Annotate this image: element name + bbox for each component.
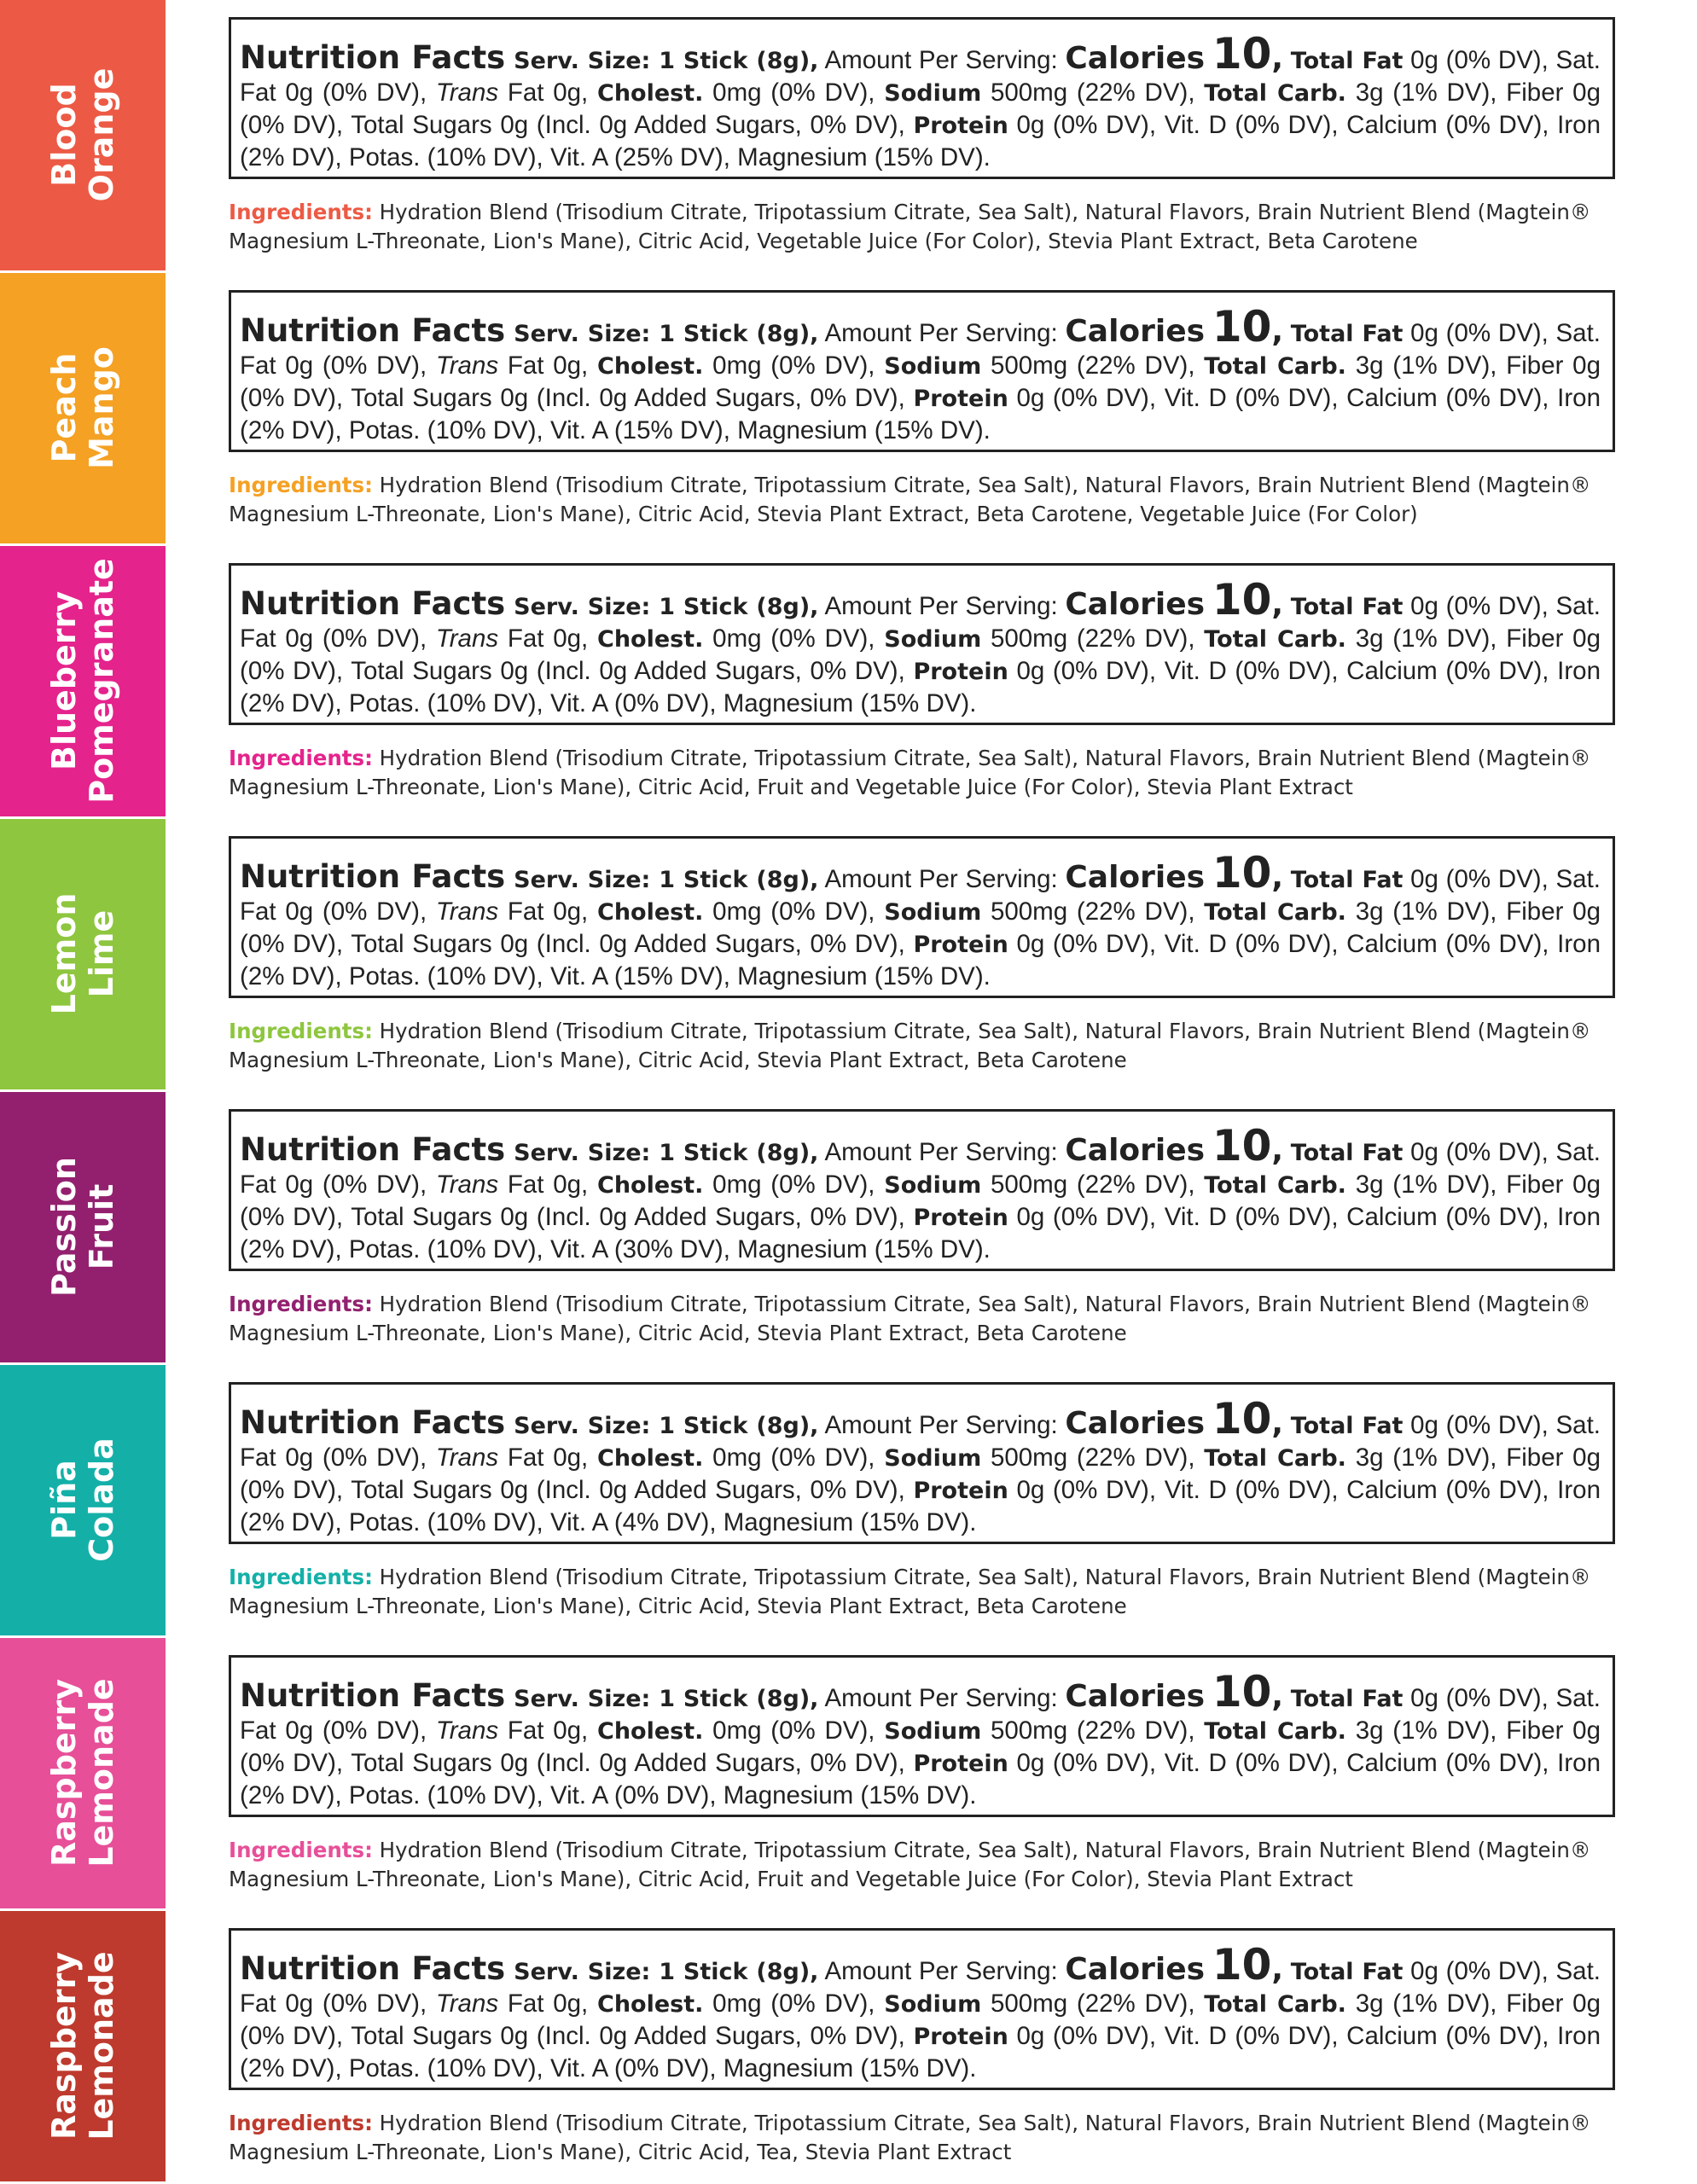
- serving-size: Serv. Size: 1 Stick (8g),: [514, 1140, 819, 1166]
- cholesterol-value: 0mg (0% DV),: [703, 1443, 885, 1472]
- flavor-name-line2: Mango: [83, 346, 120, 469]
- amount-per-serving: Amount Per Serving:: [818, 46, 1066, 74]
- trans-fat-value: Fat 0g,: [498, 897, 598, 926]
- total-carb-value: 3g (1% DV), Fiber 0g (0% DV), Total Sugars 0g (Incl. 0g Added Sugars, 0% DV),: [240, 1170, 1601, 1231]
- nutrition-facts-text: [240, 1667, 1601, 1811]
- trans-fat-value: Fat 0g,: [498, 624, 598, 653]
- ingredients-list: Hydration Blend (Trisodium Citrate, Tripotassium Citrate, Sea Salt), Natural Flavors, Brain Nutrient Blend (Magtein® Magnesium L-Threonate, Lion's Mane), Citric Acid, Vegetable Juice (For Color), Stevia Plant Extract, Beta Carotene: [229, 200, 1591, 253]
- protein-value: 0g (0% DV), Vit. D (0% DV), Calcium (0% DV), Iron (2% DV), Potas. (10% DV),: [240, 657, 1601, 717]
- flavor-section: [0, 546, 1697, 819]
- flavor-tab: [0, 546, 166, 816]
- calories-value: 10: [1212, 1940, 1272, 1989]
- amount-per-serving: Amount Per Serving:: [818, 1411, 1066, 1439]
- flavor-section: [0, 1911, 1697, 2184]
- total-fat-value: 0g (0% DV), Sat. Fat 0g (0% DV),: [240, 1411, 1601, 1472]
- trans-fat-value: Fat 0g,: [498, 1170, 598, 1199]
- total-carb-label: Total Carb.: [1204, 1172, 1346, 1199]
- vitamin-a-magnesium: Vit. A (15% DV), Magnesium (15% DV).: [549, 962, 991, 990]
- protein-value: 0g (0% DV), Vit. D (0% DV), Calcium (0% DV), Iron (2% DV), Potas. (10% DV),: [240, 1203, 1601, 1263]
- sodium-value: 500mg (22% DV),: [981, 1443, 1205, 1472]
- cholesterol-value: 0mg (0% DV),: [703, 897, 885, 926]
- total-carb-value: 3g (1% DV), Fiber 0g (0% DV), Total Sugars 0g (Incl. 0g Added Sugars, 0% DV),: [240, 624, 1601, 685]
- calories-label: Calories: [1065, 1133, 1206, 1168]
- ingredients-label: Ingredients:: [229, 473, 373, 497]
- flavor-name: [45, 1951, 120, 2140]
- flavor-tab: [0, 1365, 166, 1635]
- total-fat-label: Total Fat: [1290, 1413, 1404, 1439]
- calories-label: Calories: [1065, 1406, 1206, 1441]
- trans-fat-label: Trans: [435, 1170, 499, 1199]
- flavor-name-line2: Pomegranate: [83, 558, 120, 804]
- nutrition-facts-text: [240, 848, 1601, 992]
- trans-fat-value: Fat 0g,: [498, 1716, 598, 1745]
- nutrition-facts-heading: Nutrition Facts: [240, 1131, 506, 1168]
- sodium-value: 500mg (22% DV),: [981, 1170, 1205, 1199]
- calories-label: Calories: [1065, 314, 1206, 349]
- flavor-tab: [0, 273, 166, 543]
- vitamin-a-magnesium: Vit. A (4% DV), Magnesium (15% DV).: [549, 1508, 977, 1536]
- trans-fat-label: Trans: [435, 78, 499, 107]
- flavor-name-line1: Peach: [45, 352, 83, 463]
- serving-size: Serv. Size: 1 Stick (8g),: [514, 48, 819, 74]
- total-carb-label: Total Carb.: [1204, 1445, 1346, 1472]
- amount-per-serving: Amount Per Serving:: [818, 1138, 1066, 1166]
- protein-value: 0g (0% DV), Vit. D (0% DV), Calcium (0% DV), Iron (2% DV), Potas. (10% DV),: [240, 1476, 1601, 1536]
- ingredients-text: [229, 1290, 1619, 1348]
- cholesterol-label: Cholest.: [597, 626, 704, 653]
- ingredients-label: Ingredients:: [229, 1292, 373, 1316]
- cholesterol-value: 0mg (0% DV),: [703, 78, 885, 107]
- flavor-name: [45, 1678, 120, 1867]
- flavor-name: [45, 893, 120, 1015]
- flavor-name-line1: Piña: [45, 1460, 83, 1540]
- cholesterol-label: Cholest.: [597, 80, 704, 107]
- nutrition-facts-panel: [229, 290, 1615, 452]
- protein-label: Protein: [913, 2024, 1008, 2050]
- ingredients-list: Hydration Blend (Trisodium Citrate, Tripotassium Citrate, Sea Salt), Natural Flavors, Brain Nutrient Blend (Magtein® Magnesium L-Threonate, Lion's Mane), Citric Acid, Stevia Plant Extract, Beta Carotene: [229, 1019, 1591, 1072]
- ingredients-text: [229, 198, 1619, 256]
- flavor-name: [45, 1438, 120, 1562]
- sodium-value: 500mg (22% DV),: [981, 78, 1205, 107]
- serving-size: Serv. Size: 1 Stick (8g),: [514, 1686, 819, 1712]
- flavor-name: [45, 558, 120, 804]
- calories-value: 10: [1212, 302, 1272, 351]
- trans-fat-value: Fat 0g,: [498, 78, 598, 107]
- protein-label: Protein: [913, 113, 1008, 139]
- sodium-value: 500mg (22% DV),: [981, 897, 1205, 926]
- total-fat-label: Total Fat: [1290, 1959, 1404, 1985]
- serving-size: Serv. Size: 1 Stick (8g),: [514, 867, 819, 893]
- nutrition-facts-text: [240, 1940, 1601, 2084]
- nutrition-facts-text: [240, 1394, 1601, 1538]
- flavor-name-line1: Raspberry: [45, 1679, 83, 1867]
- serving-size: Serv. Size: 1 Stick (8g),: [514, 321, 819, 347]
- protein-value: 0g (0% DV), Vit. D (0% DV), Calcium (0% DV), Iron (2% DV), Potas. (10% DV),: [240, 111, 1601, 171]
- nutrition-facts-heading: Nutrition Facts: [240, 858, 506, 895]
- sodium-label: Sodium: [884, 353, 982, 380]
- calories-value: 10: [1212, 575, 1272, 624]
- calories-comma: ,: [1271, 314, 1284, 349]
- nutrition-facts-panel: [229, 1928, 1615, 2090]
- flavor-name-line2: Orange: [83, 67, 120, 202]
- calories-value: 10: [1212, 1121, 1272, 1170]
- ingredients-text: [229, 1563, 1619, 1621]
- sodium-value: 500mg (22% DV),: [981, 1716, 1205, 1745]
- nutrition-facts-text: [240, 302, 1601, 446]
- total-carb-label: Total Carb.: [1204, 353, 1346, 380]
- total-fat-value: 0g (0% DV), Sat. Fat 0g (0% DV),: [240, 46, 1601, 107]
- total-fat-value: 0g (0% DV), Sat. Fat 0g (0% DV),: [240, 1957, 1601, 2018]
- total-carb-label: Total Carb.: [1204, 899, 1346, 926]
- flavor-name-line1: Blueberry: [45, 590, 83, 771]
- flavor-name-line2: Lemonade: [83, 1951, 120, 2140]
- flavor-name-line1: Raspberry: [45, 1952, 83, 2140]
- calories-value: 10: [1212, 29, 1272, 78]
- total-fat-value: 0g (0% DV), Sat. Fat 0g (0% DV),: [240, 865, 1601, 926]
- trans-fat-label: Trans: [435, 1443, 499, 1472]
- ingredients-text: [229, 744, 1619, 802]
- sodium-label: Sodium: [884, 899, 982, 926]
- sodium-label: Sodium: [884, 626, 982, 653]
- calories-comma: ,: [1271, 860, 1284, 895]
- trans-fat-value: Fat 0g,: [498, 1443, 598, 1472]
- total-carb-value: 3g (1% DV), Fiber 0g (0% DV), Total Sugars 0g (Incl. 0g Added Sugars, 0% DV),: [240, 78, 1601, 139]
- amount-per-serving: Amount Per Serving:: [818, 319, 1066, 347]
- trans-fat-label: Trans: [435, 624, 499, 653]
- trans-fat-value: Fat 0g,: [498, 351, 598, 380]
- sodium-label: Sodium: [884, 80, 982, 107]
- nutrition-facts-panel: [229, 563, 1615, 725]
- protein-label: Protein: [913, 659, 1008, 685]
- total-carb-label: Total Carb.: [1204, 626, 1346, 653]
- nutrition-facts-text: [240, 29, 1601, 173]
- nutrition-facts-text: [240, 575, 1601, 719]
- calories-comma: ,: [1271, 1952, 1284, 1987]
- total-fat-label: Total Fat: [1290, 867, 1404, 893]
- flavor-name-line1: Lemon: [45, 892, 83, 1015]
- protein-label: Protein: [913, 1205, 1008, 1231]
- trans-fat-label: Trans: [435, 1989, 499, 2018]
- protein-value: 0g (0% DV), Vit. D (0% DV), Calcium (0% DV), Iron (2% DV), Potas. (10% DV),: [240, 930, 1601, 990]
- ingredients-list: Hydration Blend (Trisodium Citrate, Tripotassium Citrate, Sea Salt), Natural Flavors, Brain Nutrient Blend (Magtein® Magnesium L-Threonate, Lion's Mane), Citric Acid, Stevia Plant Extract, Beta Carotene, Vegetable Juice (For Color): [229, 473, 1591, 526]
- total-fat-value: 0g (0% DV), Sat. Fat 0g (0% DV),: [240, 319, 1601, 380]
- flavor-tab: [0, 1638, 166, 1908]
- protein-label: Protein: [913, 386, 1008, 412]
- cholesterol-value: 0mg (0% DV),: [703, 1716, 885, 1745]
- total-carb-label: Total Carb.: [1204, 80, 1346, 107]
- vitamin-a-magnesium: Vit. A (15% DV), Magnesium (15% DV).: [549, 416, 991, 444]
- ingredients-text: [229, 1017, 1619, 1075]
- flavor-name: [45, 1157, 120, 1297]
- nutrition-facts-heading: Nutrition Facts: [240, 1677, 506, 1714]
- calories-value: 10: [1212, 848, 1272, 897]
- protein-label: Protein: [913, 932, 1008, 958]
- vitamin-a-magnesium: Vit. A (25% DV), Magnesium (15% DV).: [549, 143, 991, 171]
- calories-value: 10: [1212, 1667, 1272, 1716]
- cholesterol-label: Cholest.: [597, 1172, 704, 1199]
- ingredients-label: Ingredients:: [229, 1019, 373, 1043]
- total-fat-label: Total Fat: [1290, 48, 1404, 74]
- nutrition-facts-heading: Nutrition Facts: [240, 312, 506, 349]
- calories-value: 10: [1212, 1394, 1272, 1443]
- cholesterol-label: Cholest.: [597, 353, 704, 380]
- sodium-label: Sodium: [884, 1172, 982, 1199]
- amount-per-serving: Amount Per Serving:: [818, 1684, 1066, 1712]
- nutrition-facts-heading: Nutrition Facts: [240, 1950, 506, 1987]
- flavor-tab: [0, 819, 166, 1089]
- flavor-tab: [0, 1092, 166, 1362]
- total-carb-label: Total Carb.: [1204, 1991, 1346, 2018]
- ingredients-list: Hydration Blend (Trisodium Citrate, Tripotassium Citrate, Sea Salt), Natural Flavors, Brain Nutrient Blend (Magtein® Magnesium L-Threonate, Lion's Mane), Citric Acid, Fruit and Vegetable Juice (For Color), Stevia Plant Extract: [229, 1838, 1591, 1891]
- flavor-section: [0, 1365, 1697, 1638]
- serving-size: Serv. Size: 1 Stick (8g),: [514, 1413, 819, 1439]
- ingredients-label: Ingredients:: [229, 200, 373, 224]
- calories-comma: ,: [1271, 587, 1284, 622]
- calories-label: Calories: [1065, 860, 1206, 895]
- cholesterol-value: 0mg (0% DV),: [703, 351, 885, 380]
- ingredients-text: [229, 1836, 1619, 1894]
- nutrition-facts-heading: Nutrition Facts: [240, 585, 506, 622]
- trans-fat-label: Trans: [435, 897, 499, 926]
- ingredients-list: Hydration Blend (Trisodium Citrate, Tripotassium Citrate, Sea Salt), Natural Flavors, Brain Nutrient Blend (Magtein® Magnesium L-Threonate, Lion's Mane), Citric Acid, Stevia Plant Extract, Beta Carotene: [229, 1292, 1591, 1345]
- sodium-value: 500mg (22% DV),: [981, 624, 1205, 653]
- calories-label: Calories: [1065, 1679, 1206, 1714]
- ingredients-text: [229, 2109, 1619, 2167]
- sodium-label: Sodium: [884, 1445, 982, 1472]
- total-carb-value: 3g (1% DV), Fiber 0g (0% DV), Total Sugars 0g (Incl. 0g Added Sugars, 0% DV),: [240, 351, 1601, 412]
- calories-comma: ,: [1271, 1133, 1284, 1168]
- nutrition-facts-heading: Nutrition Facts: [240, 39, 506, 76]
- calories-comma: ,: [1271, 41, 1284, 76]
- total-fat-label: Total Fat: [1290, 1686, 1404, 1712]
- calories-comma: ,: [1271, 1679, 1284, 1714]
- amount-per-serving: Amount Per Serving:: [818, 865, 1066, 893]
- protein-value: 0g (0% DV), Vit. D (0% DV), Calcium (0% DV), Iron (2% DV), Potas. (10% DV),: [240, 384, 1601, 444]
- vitamin-a-magnesium: Vit. A (0% DV), Magnesium (15% DV).: [549, 689, 977, 717]
- flavor-tab: [0, 1911, 166, 2181]
- total-carb-value: 3g (1% DV), Fiber 0g (0% DV), Total Sugars 0g (Incl. 0g Added Sugars, 0% DV),: [240, 1716, 1601, 1777]
- total-carb-value: 3g (1% DV), Fiber 0g (0% DV), Total Sugars 0g (Incl. 0g Added Sugars, 0% DV),: [240, 1443, 1601, 1504]
- cholesterol-label: Cholest.: [597, 899, 704, 926]
- flavor-section: [0, 0, 1697, 273]
- flavor-tab: [0, 0, 166, 270]
- nutrition-facts-panel: [229, 1655, 1615, 1817]
- total-carb-value: 3g (1% DV), Fiber 0g (0% DV), Total Sugars 0g (Incl. 0g Added Sugars, 0% DV),: [240, 897, 1601, 958]
- trans-fat-value: Fat 0g,: [498, 1989, 598, 2018]
- flavor-section: [0, 819, 1697, 1092]
- ingredients-list: Hydration Blend (Trisodium Citrate, Tripotassium Citrate, Sea Salt), Natural Flavors, Brain Nutrient Blend (Magtein® Magnesium L-Threonate, Lion's Mane), Citric Acid, Tea, Stevia Plant Extract: [229, 2111, 1591, 2164]
- nutrition-facts-panel: [229, 1382, 1615, 1544]
- cholesterol-label: Cholest.: [597, 1445, 704, 1472]
- total-fat-value: 0g (0% DV), Sat. Fat 0g (0% DV),: [240, 592, 1601, 653]
- vitamin-a-magnesium: Vit. A (0% DV), Magnesium (15% DV).: [549, 2054, 977, 2082]
- calories-label: Calories: [1065, 41, 1206, 76]
- protein-value: 0g (0% DV), Vit. D (0% DV), Calcium (0% DV), Iron (2% DV), Potas. (10% DV),: [240, 1749, 1601, 1809]
- calories-comma: ,: [1271, 1406, 1284, 1441]
- cholesterol-value: 0mg (0% DV),: [703, 1170, 885, 1199]
- total-fat-label: Total Fat: [1290, 1140, 1404, 1166]
- protein-label: Protein: [913, 1478, 1008, 1504]
- flavor-section: [0, 273, 1697, 546]
- ingredients-label: Ingredients:: [229, 1838, 373, 1862]
- flavor-name-line1: Blood: [45, 83, 83, 187]
- ingredients-label: Ingredients:: [229, 2111, 373, 2135]
- serving-size: Serv. Size: 1 Stick (8g),: [514, 594, 819, 620]
- flavor-name-line2: Lemonade: [83, 1678, 120, 1867]
- vitamin-a-magnesium: Vit. A (0% DV), Magnesium (15% DV).: [549, 1781, 977, 1809]
- protein-value: 0g (0% DV), Vit. D (0% DV), Calcium (0% DV), Iron (2% DV), Potas. (10% DV),: [240, 2022, 1601, 2082]
- ingredients-text: [229, 471, 1619, 529]
- flavor-name: [45, 68, 120, 202]
- cholesterol-label: Cholest.: [597, 1991, 704, 2018]
- serving-size: Serv. Size: 1 Stick (8g),: [514, 1959, 819, 1985]
- nutrition-facts-panel: [229, 836, 1615, 998]
- total-fat-label: Total Fat: [1290, 594, 1404, 620]
- flavor-section: [0, 1092, 1697, 1365]
- flavor-name-line2: Colada: [83, 1438, 120, 1562]
- flavor-name-line1: Passion: [45, 1157, 83, 1297]
- ingredients-list: Hydration Blend (Trisodium Citrate, Tripotassium Citrate, Sea Salt), Natural Flavors, Brain Nutrient Blend (Magtein® Magnesium L-Threonate, Lion's Mane), Citric Acid, Fruit and Vegetable Juice (For Color), Stevia Plant Extract: [229, 746, 1591, 799]
- trans-fat-label: Trans: [435, 1716, 499, 1745]
- total-carb-value: 3g (1% DV), Fiber 0g (0% DV), Total Sugars 0g (Incl. 0g Added Sugars, 0% DV),: [240, 1989, 1601, 2050]
- ingredients-list: Hydration Blend (Trisodium Citrate, Tripotassium Citrate, Sea Salt), Natural Flavors, Brain Nutrient Blend (Magtein® Magnesium L-Threonate, Lion's Mane), Citric Acid, Stevia Plant Extract, Beta Carotene: [229, 1565, 1591, 1618]
- ingredients-label: Ingredients:: [229, 746, 373, 770]
- trans-fat-label: Trans: [435, 351, 499, 380]
- calories-label: Calories: [1065, 587, 1206, 622]
- sodium-value: 500mg (22% DV),: [981, 351, 1205, 380]
- cholesterol-value: 0mg (0% DV),: [703, 624, 885, 653]
- total-fat-value: 0g (0% DV), Sat. Fat 0g (0% DV),: [240, 1138, 1601, 1199]
- flavor-section: [0, 1638, 1697, 1911]
- calories-label: Calories: [1065, 1952, 1206, 1987]
- total-carb-label: Total Carb.: [1204, 1718, 1346, 1745]
- flavor-name-line2: Fruit: [83, 1183, 120, 1270]
- flavor-name-line2: Lime: [83, 909, 120, 998]
- amount-per-serving: Amount Per Serving:: [818, 592, 1066, 620]
- flavor-name: [45, 346, 120, 469]
- sodium-label: Sodium: [884, 1991, 982, 2018]
- sodium-value: 500mg (22% DV),: [981, 1989, 1205, 2018]
- vitamin-a-magnesium: Vit. A (30% DV), Magnesium (15% DV).: [549, 1235, 991, 1263]
- nutrition-facts-text: [240, 1121, 1601, 1265]
- total-fat-value: 0g (0% DV), Sat. Fat 0g (0% DV),: [240, 1684, 1601, 1745]
- total-fat-label: Total Fat: [1290, 321, 1404, 347]
- ingredients-label: Ingredients:: [229, 1565, 373, 1589]
- cholesterol-label: Cholest.: [597, 1718, 704, 1745]
- sodium-label: Sodium: [884, 1718, 982, 1745]
- nutrition-facts-heading: Nutrition Facts: [240, 1404, 506, 1441]
- nutrition-facts-panel: [229, 17, 1615, 179]
- protein-label: Protein: [913, 1751, 1008, 1777]
- amount-per-serving: Amount Per Serving:: [818, 1957, 1066, 1985]
- cholesterol-value: 0mg (0% DV),: [703, 1989, 885, 2018]
- nutrition-facts-panel: [229, 1109, 1615, 1271]
